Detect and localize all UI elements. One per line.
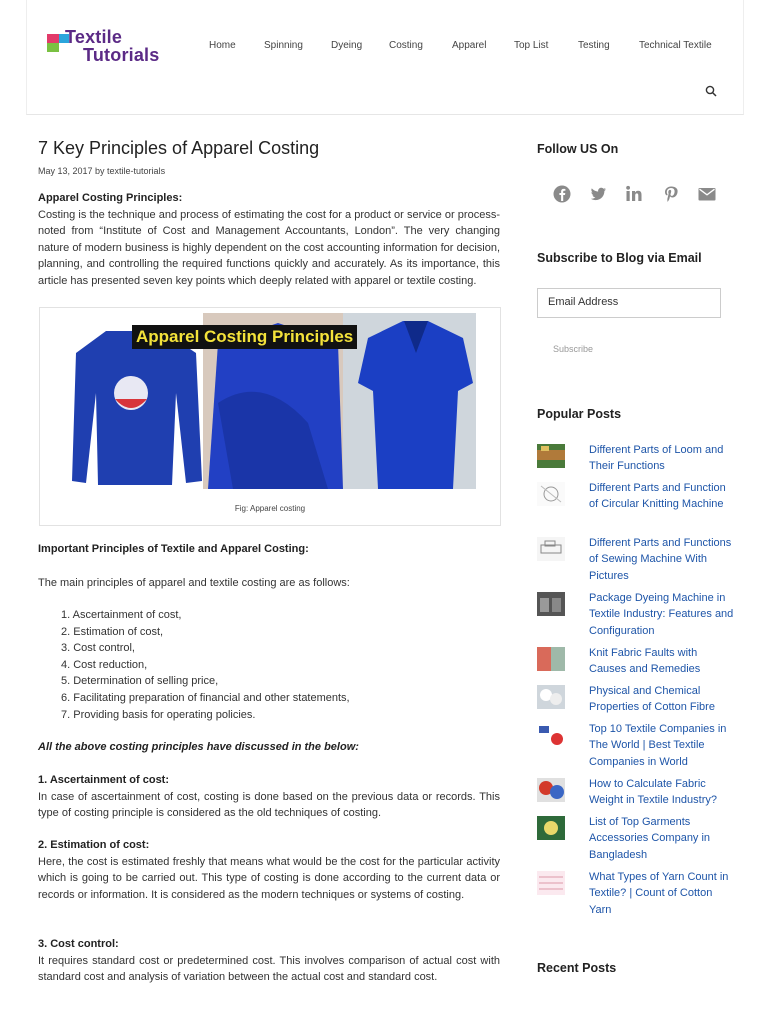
list-item: 1. Ascertainment of cost,	[61, 609, 182, 621]
list-item: 3. Cost control,	[61, 642, 135, 655]
logo-word-2: Tutorials	[83, 45, 160, 65]
follow-heading: Follow US On	[537, 142, 619, 156]
section-1-text: In case of ascertainment of cost, costing is done based on the previous data or records. This type of costing principle is considered as the old techniques of costing.	[38, 791, 500, 820]
nav-dyeing[interactable]: Dyeing	[331, 40, 363, 51]
post-thumbnail	[537, 778, 565, 802]
list-item: 2. Estimation of cost,	[61, 625, 164, 638]
section-3-text: It requires standard cost or predetermined cost. This involves comparison of actual cost with standard cost and analysis of variation between the actual cost and standard cost.	[38, 955, 500, 984]
subscribe-button[interactable]: Subscribe	[553, 344, 594, 354]
nav-spinning[interactable]: Spinning	[264, 40, 303, 51]
post-thumbnail	[537, 444, 565, 468]
logo-block-pink	[47, 34, 59, 43]
section-2-heading: 2. Estimation of cost:	[38, 839, 150, 851]
search-icon[interactable]	[705, 85, 717, 97]
list-item: 6. Facilitating preparation of financial and other statements,	[61, 691, 350, 704]
pinterest-icon[interactable]	[660, 183, 682, 205]
nav-home[interactable]: Home	[209, 40, 236, 51]
article-meta: May 13, 2017 by textile-tutorials	[38, 166, 166, 176]
logo-block-green	[47, 43, 59, 52]
post-thumbnail	[537, 537, 565, 561]
figure-banner: Apparel Costing Principles	[132, 325, 357, 349]
popular-post-title[interactable]: List of Top Garments Accessories Company in Bangladesh	[589, 816, 711, 861]
post-thumbnail	[537, 723, 565, 747]
apparel-costing-image	[68, 313, 476, 489]
list-item: 7. Providing basis for operating policies.	[61, 708, 256, 721]
section-3-heading: 3. Cost control:	[38, 938, 119, 950]
post-thumbnail	[537, 592, 565, 616]
article-title: 7 Key Principles of Apparel Costing	[38, 138, 320, 158]
popular-post-title[interactable]: How to Calculate Fabric Weight in Textile Industry?	[589, 778, 717, 807]
post-thumbnail	[537, 871, 565, 895]
popular-post-title[interactable]: Different Parts and Functions of Sewing Machine With Pictures	[589, 537, 732, 582]
intro-heading: Apparel Costing Principles:	[38, 192, 183, 204]
nav-apparel[interactable]: Apparel	[452, 40, 487, 51]
subscribe-heading: Subscribe to Blog via Email	[537, 251, 702, 265]
linkedin-icon[interactable]	[623, 183, 645, 205]
popular-post-title[interactable]: Top 10 Textile Companies in The World | Best Textile Companies in World	[589, 723, 727, 768]
popular-post-title[interactable]: Physical and Chemical Properties of Cotton Fibre	[589, 685, 715, 714]
principles-heading: Important Principles of Textile and Apparel Costing:	[38, 543, 309, 555]
post-thumbnail	[537, 685, 565, 709]
logo-word-1: Textile	[65, 27, 123, 47]
post-thumbnail	[537, 482, 565, 506]
nav-top-list[interactable]: Top List	[514, 40, 549, 51]
nav-costing[interactable]: Costing	[389, 40, 423, 51]
figure-caption: Fig: Apparel costing	[234, 504, 306, 513]
popular-post-title[interactable]: Different Parts and Function of Circular Knitting Machine	[589, 482, 726, 511]
popular-heading: Popular Posts	[537, 407, 622, 421]
list-item: 5. Determination of selling price,	[61, 675, 219, 688]
principles-intro: The main principles of apparel and textile costing are as follows:	[38, 577, 350, 589]
post-thumbnail	[537, 647, 565, 671]
mail-icon[interactable]	[696, 183, 718, 205]
nav-technical-textile[interactable]: Technical Textile	[639, 40, 712, 51]
facebook-icon[interactable]	[551, 183, 573, 205]
post-thumbnail	[537, 816, 565, 840]
section-2-text: Here, the cost is estimated freshly that means what would be the cost for the particular activity which is going to be carried out. This type of costing is done according to the current data or records or information. It is considered as the modern techniques or systems of costing.	[38, 856, 500, 901]
intro-paragraph: Costing is the technique and process of estimating the cost for a product or service or process- noted from “Institute of Cost and Management Accountants, London”. The very changing nature of modern business is highly dependent on the cost accounting information for decision, planning, and controlling the required functions quickly and accurately. As its importance, this article has presented seven key points which deeply related with apparel or textile costing.	[38, 209, 500, 287]
recent-heading: Recent Posts	[537, 961, 617, 975]
popular-post-title[interactable]: Different Parts of Loom and Their Functions	[589, 444, 724, 473]
section-1-heading: 1. Ascertainment of cost:	[38, 774, 170, 786]
site-logo[interactable]	[41, 24, 163, 70]
site-header	[26, 0, 744, 115]
discussed-line: All the above costing principles have discussed in the below:	[38, 741, 359, 753]
email-field[interactable]: Email Address	[537, 288, 721, 318]
twitter-icon[interactable]	[587, 183, 609, 205]
popular-post-title[interactable]: Package Dyeing Machine in Textile Industry: Features and Configuration	[589, 592, 734, 637]
article-figure	[39, 307, 501, 526]
nav-testing[interactable]: Testing	[578, 40, 610, 51]
popular-post-title[interactable]: What Types of Yarn Count in Textile? | Count of Cotton Yarn	[589, 871, 729, 916]
list-item: 4. Cost reduction,	[61, 658, 148, 671]
popular-post-title[interactable]: Knit Fabric Faults with Causes and Remedies	[589, 647, 701, 676]
principles-list	[61, 607, 350, 723]
